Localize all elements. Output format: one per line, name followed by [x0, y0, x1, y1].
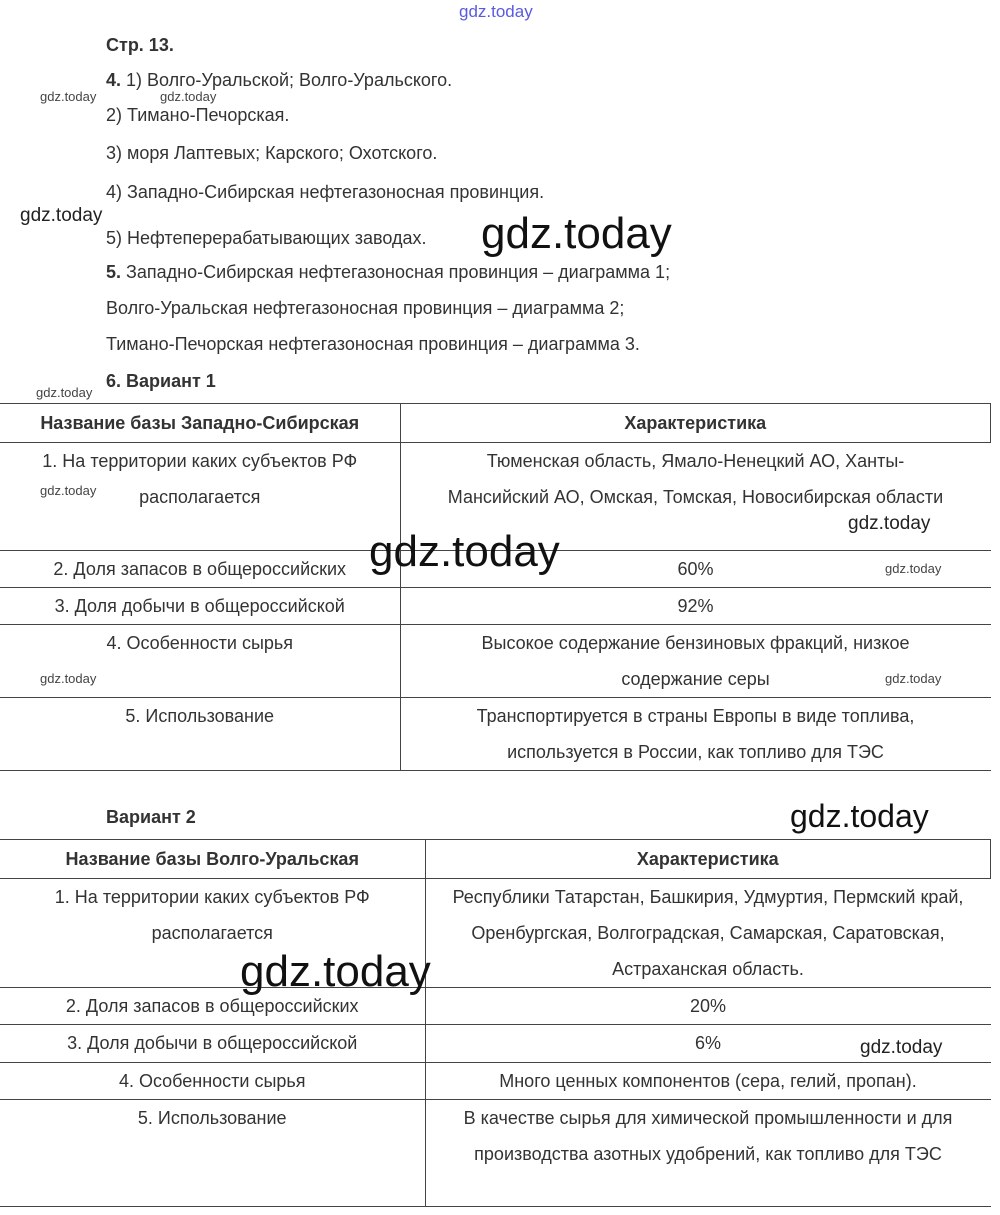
watermark: gdz.today — [481, 209, 672, 258]
row-value: Высокое содержание бензиновых фракций, низкое содержание серы — [400, 625, 991, 698]
header-cell: Название базы Волго-Уральская — [0, 840, 425, 879]
table-variant2 — [0, 839, 991, 1207]
watermark: gdz.today — [885, 671, 942, 686]
table-row — [0, 1025, 991, 1063]
row-value: 6% — [425, 1025, 991, 1063]
task5-line2: Волго-Уральская нефтегазоносная провинция – диаграмма 2; — [106, 298, 625, 318]
row-value: 20% — [425, 988, 991, 1025]
task4-number: 4. — [106, 70, 122, 90]
row-label: 1. На территории каких субъектов РФ располагается — [0, 879, 425, 988]
watermark: gdz.today — [160, 89, 217, 104]
watermark: gdz.today — [369, 527, 560, 576]
row-label: 5. Использование — [0, 1100, 425, 1207]
row-label: 4. Особенности сырья — [0, 1063, 425, 1100]
watermark: gdz.today — [240, 947, 431, 996]
watermark: gdz.today — [860, 1037, 943, 1058]
variant2-label: Вариант 2 — [106, 807, 196, 827]
row-label: 1. На территории каких субъектов РФ располагается — [0, 443, 400, 551]
row-value: Много ценных компонентов (сера, гелий, пропан). — [425, 1063, 991, 1100]
row-label: 2. Доля запасов в общероссийских — [0, 551, 400, 588]
task5-number: 5. — [106, 262, 122, 282]
task5-line1 — [106, 261, 670, 283]
table-header-row — [0, 840, 991, 879]
row-value: 60% — [400, 551, 991, 588]
row-value: В качестве сырья для химической промышленности и для производства азотных удобрений, как топливо для ТЭС — [425, 1100, 991, 1207]
answer-text: Западно-Сибирская нефтегазоносная провинция – диаграмма 1; — [126, 262, 671, 282]
table-row — [0, 588, 991, 625]
variant1-label: Вариант 1 — [126, 371, 216, 391]
header-cell: Название базы Западно-Сибирская — [0, 404, 400, 443]
table-row — [0, 988, 991, 1025]
task5-line3: Тимано-Печорская нефтегазоносная провинция – диаграмма 3. — [106, 334, 640, 354]
row-value: Тюменская область, Ямало-Ненецкий АО, Ханты-Мансийский АО, Омская, Томская, Новосибирская области — [400, 443, 991, 551]
row-label: 3. Доля добычи в общероссийской — [0, 588, 400, 625]
table-row — [0, 698, 991, 771]
watermark: gdz.today — [40, 483, 97, 498]
row-label: 5. Использование — [0, 698, 400, 771]
watermark: gdz.today — [40, 89, 97, 104]
watermark: gdz.today — [36, 385, 93, 400]
table-row — [0, 1100, 991, 1207]
task4-line2: 2) Тимано-Печорская. — [106, 105, 290, 125]
page-heading: Стр. 13. — [106, 35, 174, 55]
task4-line4: 4) Западно-Сибирская нефтегазоносная провинция. — [106, 182, 545, 202]
watermark: gdz.today — [20, 205, 103, 226]
row-value: Транспортируется в страны Европы в виде топлива, используется в России, как топливо для ТЭС — [400, 698, 991, 771]
answer-text: 1) Волго-Уральской; Волго-Уральского. — [126, 70, 453, 90]
watermark: gdz.today — [40, 671, 97, 686]
task4-line5: 5) Нефтеперерабатывающих заводах. — [106, 228, 427, 248]
watermark: gdz.today — [790, 798, 929, 834]
table-variant1 — [0, 403, 991, 771]
row-value: Республики Татарстан, Башкирия, Удмуртия, Пермский край, Оренбургская, Волгоградская, Самарская, Саратовская, Астраханская область. — [425, 879, 991, 988]
watermark: gdz.today — [885, 561, 942, 576]
table-row — [0, 625, 991, 698]
task6-heading — [106, 370, 216, 392]
task4-line3: 3) моря Лаптевых; Карского; Охотского. — [106, 143, 438, 163]
row-value: 92% — [400, 588, 991, 625]
watermark-link[interactable]: gdz.today — [459, 2, 533, 21]
row-label: 2. Доля запасов в общероссийских — [0, 988, 425, 1025]
header-cell: Характеристика — [425, 840, 991, 879]
table-row — [0, 1063, 991, 1100]
watermark: gdz.today — [848, 513, 931, 534]
header-cell: Характеристика — [400, 404, 991, 443]
task4-line1 — [106, 69, 452, 91]
row-label: 3. Доля добычи в общероссийской — [0, 1025, 425, 1063]
task6-number: 6. — [106, 371, 122, 391]
row-label: 4. Особенности сырья — [0, 625, 400, 698]
table-header-row — [0, 404, 991, 443]
table-row — [0, 879, 991, 988]
